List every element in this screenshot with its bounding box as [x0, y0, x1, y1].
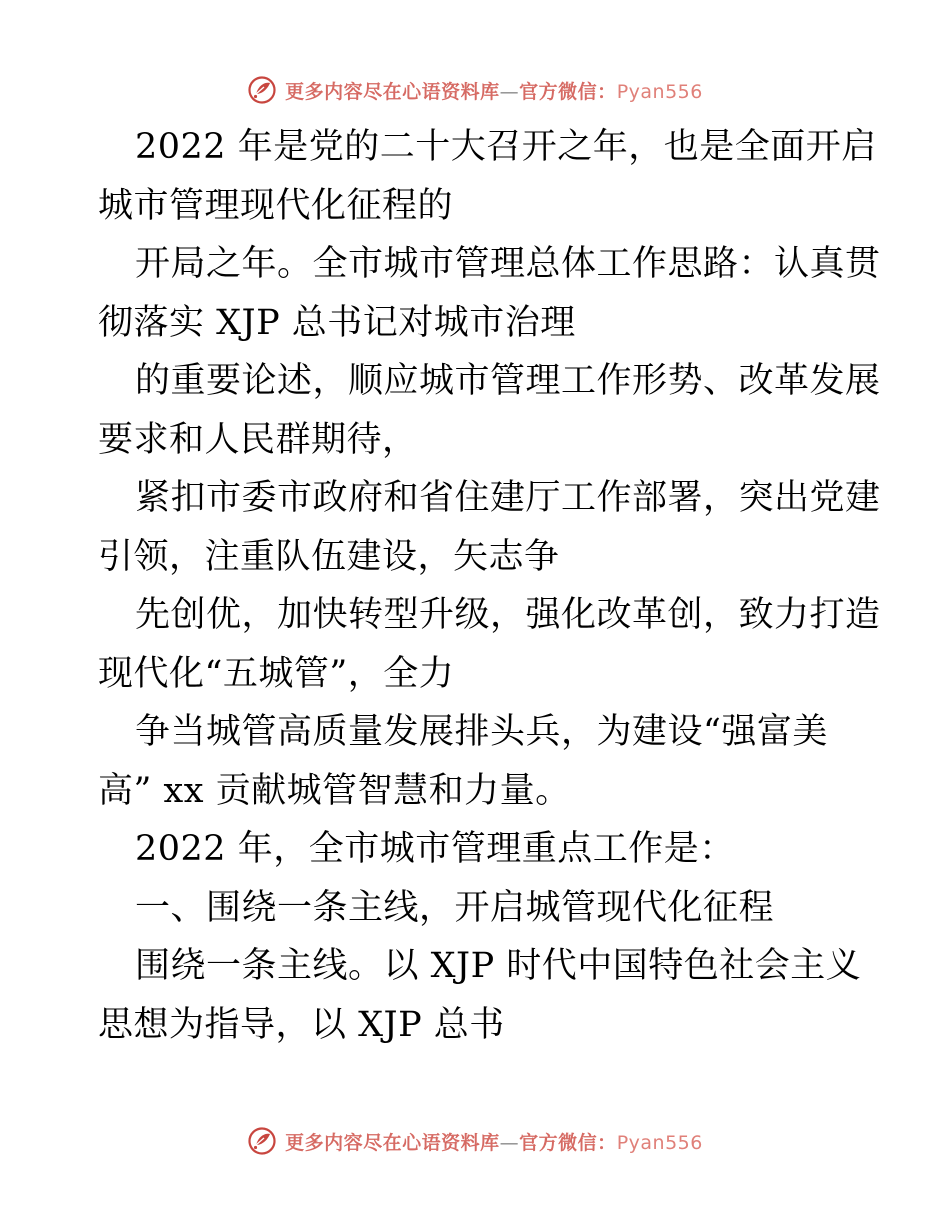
text-line: 围绕一条主线。以 XJP 时代中国特色社会主义	[135, 946, 862, 986]
text-line: 争当城管高质量发展排头兵，为建设“强富美	[135, 712, 828, 752]
watermark-text	[285, 77, 703, 104]
logo-icon	[247, 75, 277, 105]
text-line: 引领，注重队伍建设，矢志争	[98, 536, 560, 577]
text-line: 紧扣市委市政府和省住建厅工作部署，突出党建	[135, 478, 881, 518]
watermark-wechat-id: Pyan556	[616, 80, 703, 103]
watermark-footer	[0, 1121, 950, 1161]
text-line: 2022 年是党的二十大召开之年，也是全面开启	[135, 127, 877, 167]
watermark-dash: —	[499, 1131, 520, 1154]
text-line: 要求和人民群期待，	[98, 419, 418, 460]
watermark-suffix: 官方微信：	[519, 1131, 617, 1154]
watermark-dash: —	[499, 80, 520, 103]
text-line: 先创优，加快转型升级，强化改革创，致力打造	[135, 595, 881, 635]
text-line: 城市管理现代化征程的	[98, 185, 454, 226]
text-line: 现代化“五城管”，全力	[98, 653, 455, 694]
document-body	[98, 118, 881, 1054]
text-line: 彻落实 XJP 总书记对城市治理	[98, 302, 576, 343]
watermark-header	[0, 70, 950, 110]
text-line: 一、围绕一条主线，开启城管现代化征程	[135, 887, 775, 928]
text-line: 思想为指导，以 XJP 总书	[98, 1004, 505, 1045]
text-line: 2022 年，全市城市管理重点工作是：	[135, 829, 735, 869]
watermark-text	[285, 1128, 703, 1155]
watermark-suffix: 官方微信：	[519, 80, 617, 103]
text-line: 高” xx 贡献城管智慧和力量。	[98, 770, 571, 811]
logo-icon	[247, 1126, 277, 1156]
watermark-prefix: 更多内容尽在心语资料库	[285, 80, 500, 103]
text-line: 开局之年。全市城市管理总体工作思路：认真贯	[135, 244, 881, 284]
text-line: 的重要论述，顺应城市管理工作形势、改革发展	[135, 361, 881, 401]
watermark-wechat-id: Pyan556	[616, 1131, 703, 1154]
watermark-prefix: 更多内容尽在心语资料库	[285, 1131, 500, 1154]
